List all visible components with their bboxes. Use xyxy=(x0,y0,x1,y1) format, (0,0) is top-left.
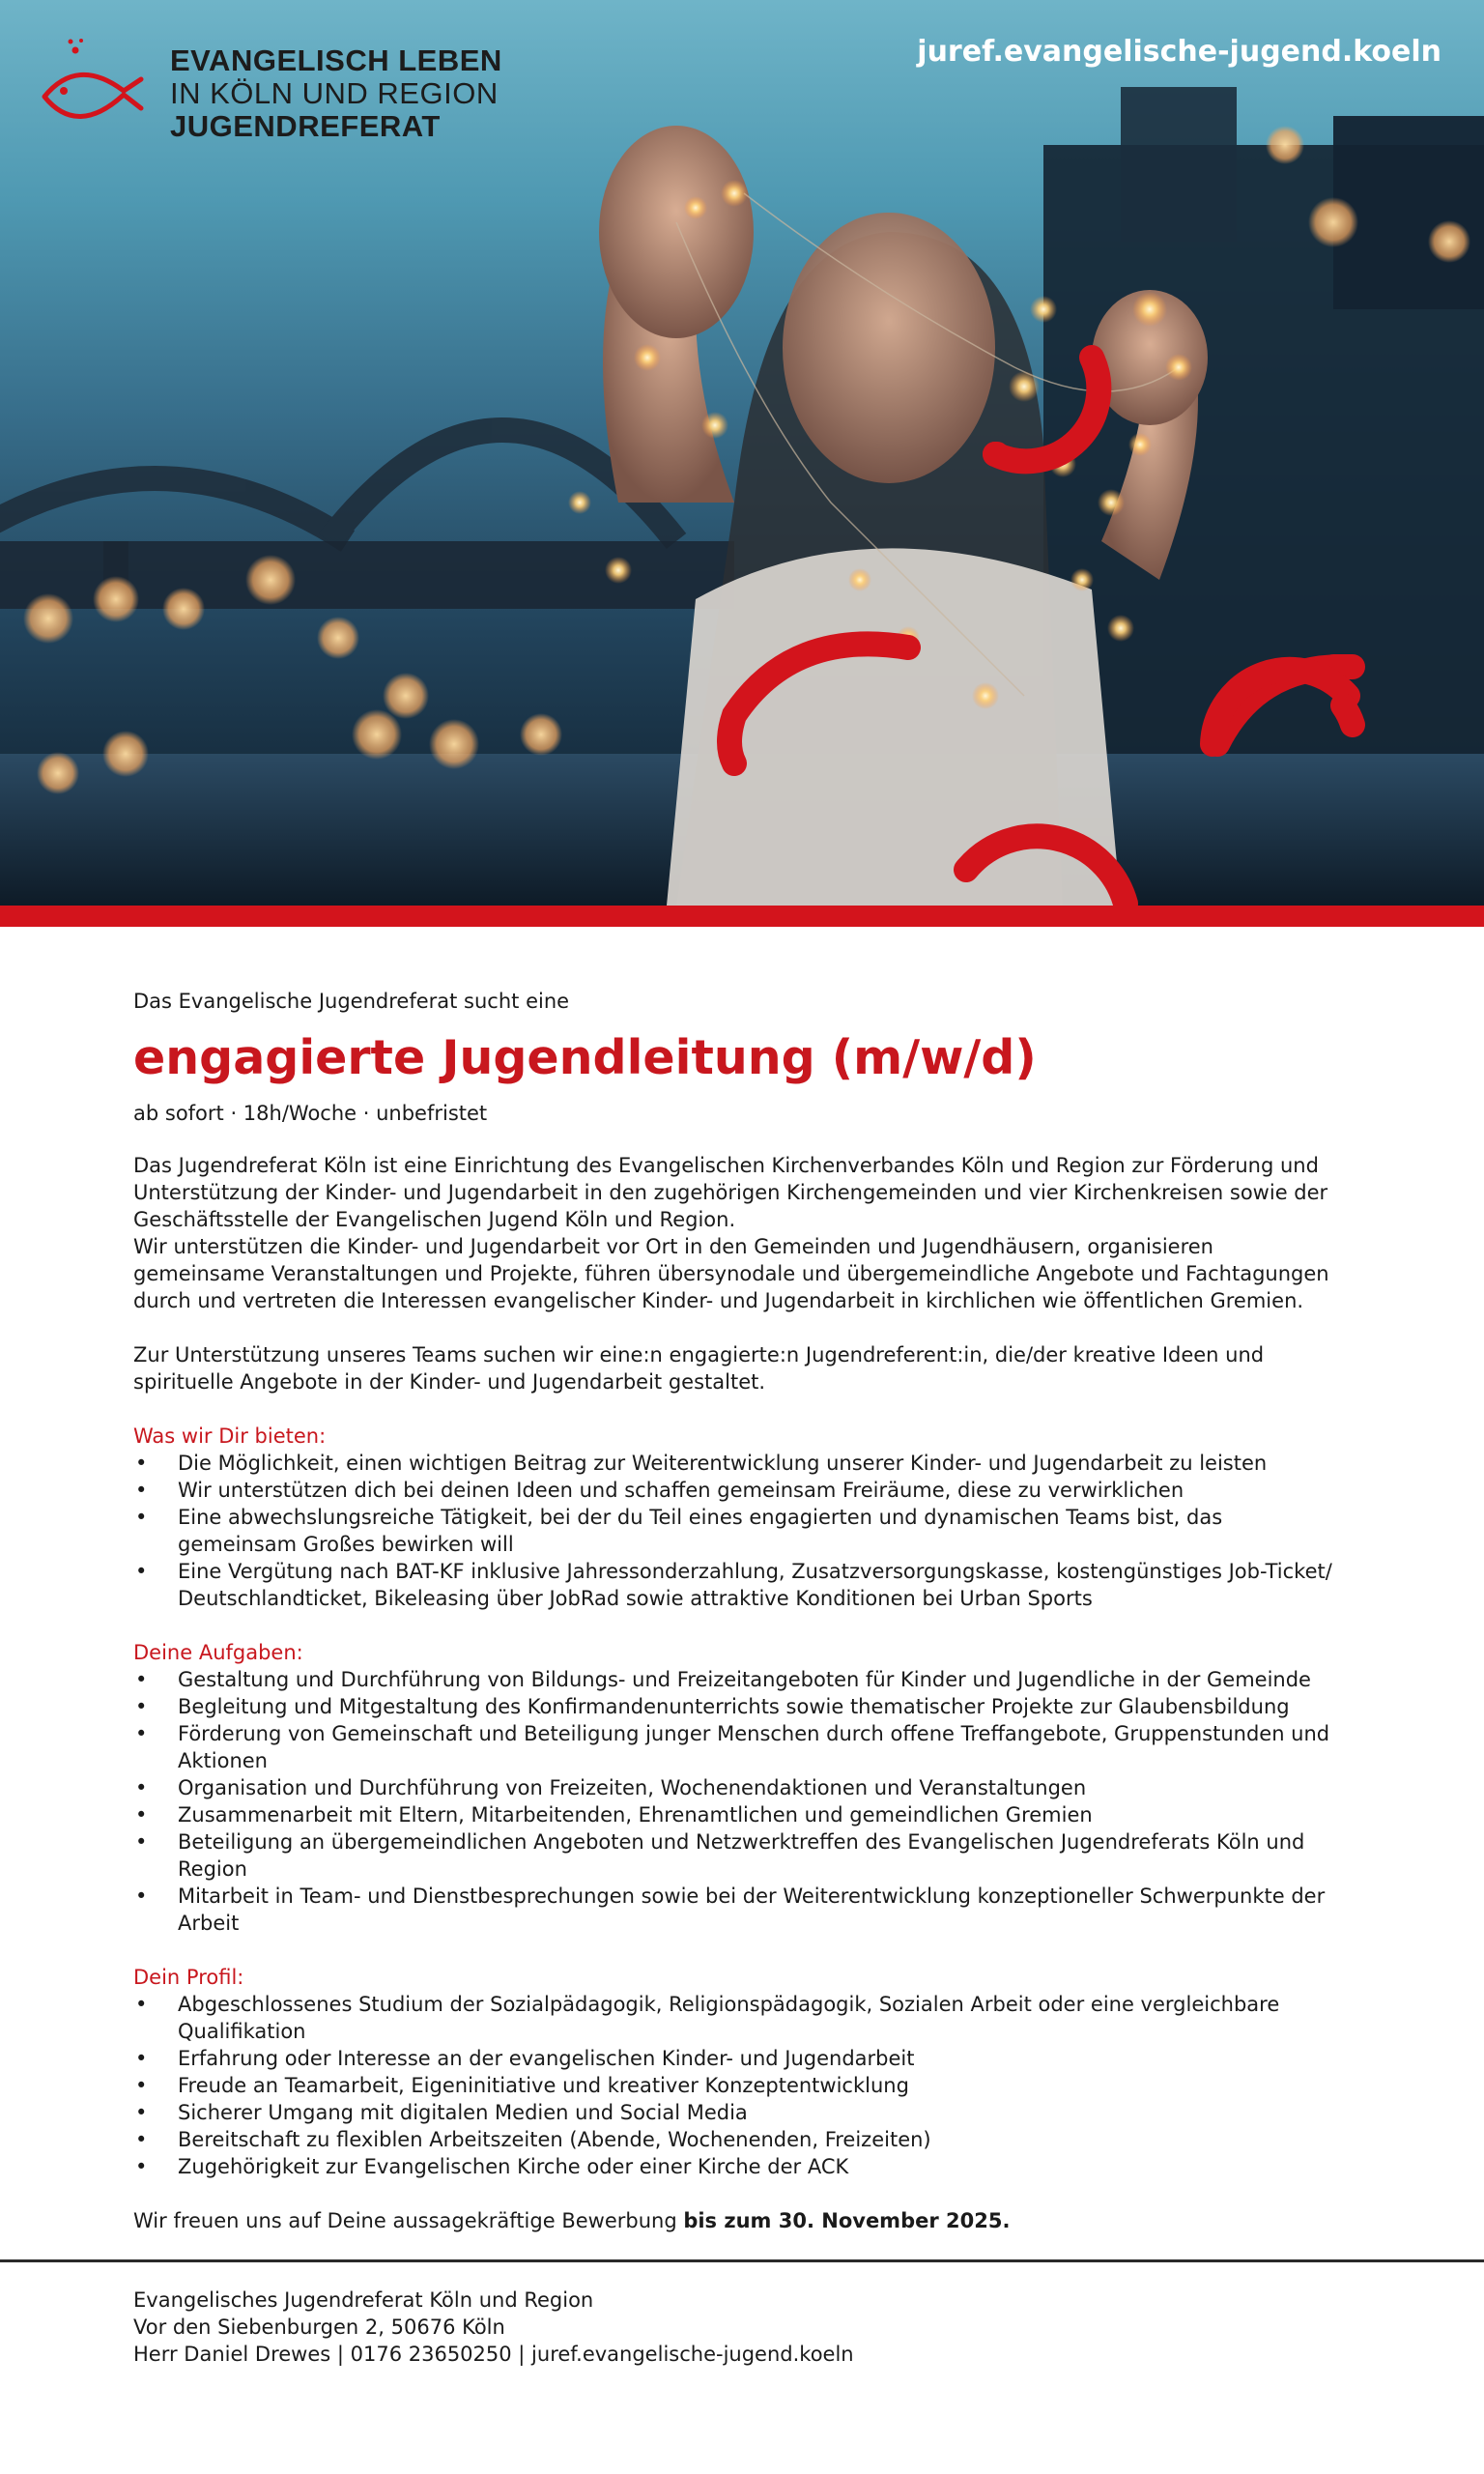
list-item: • Wir unterstützen dich bei deinen Ideen und schaffen gemeinsam Freiräume, diese zu verwirklichen xyxy=(133,1477,1333,1504)
list-item: • Erfahrung oder Interesse an der evangelischen Kinder- und Jugendarbeit xyxy=(133,2045,1333,2072)
list-item: • Mitarbeit in Team- und Dienstbesprechungen sowie bei der Weiterentwicklung konzeptioneller Schwerpunkte der Arbeit xyxy=(133,1883,1333,1937)
about-paragraph-1: Das Jugendreferat Köln ist eine Einrichtung des Evangelischen Kirchenverbandes Köln und Region zur Förderung und Unterstützung der Kinder- und Jugendarbeit in den zugehörigen Kirchengemeinden und vier Kirchenkreisen sowie der Geschäftsstelle der Evangelischen Jugend Köln und Region. xyxy=(133,1154,1328,1231)
section-offer xyxy=(133,1423,1333,1612)
contact-footer xyxy=(133,2287,854,2368)
list-item: • Förderung von Gemeinschaft und Beteiligung junger Menschen durch offene Treffangebote, Gruppenstunden und Aktionen xyxy=(133,1720,1333,1774)
footer-divider xyxy=(0,2259,1484,2262)
list-item: • Beteiligung an übergemeindlichen Angeboten und Netzwerktreffen des Evangelischen Jugendreferats Köln und Region xyxy=(133,1828,1333,1883)
list-item: • Begleitung und Mitgestaltung des Konfirmandenunterrichts sowie thematischer Projekte zur Glaubensbildung xyxy=(133,1693,1333,1720)
list-item: • Eine Vergütung nach BAT-KF inklusive Jahressonderzahlung, Zusatzversorgungskasse, kostengünstiges Job-Ticket/ Deutschlandticket, Bikeleasing über JobRad sowie attraktive Konditionen bei Urban Sports xyxy=(133,1558,1333,1612)
logo-line-3: JUGENDREFERAT xyxy=(170,109,441,143)
posting-content xyxy=(133,988,1333,2255)
hero-photo xyxy=(0,0,1484,906)
website-url[interactable]: juref.evangelische-jugend.koeln xyxy=(917,35,1441,69)
list-item: • Bereitschaft zu flexiblen Arbeitszeiten (Abende, Wochenenden, Freizeiten) xyxy=(133,2126,1333,2153)
logo xyxy=(39,37,502,153)
closing-text: Wir freuen uns auf Deine aussagekräftige Bewerbung xyxy=(133,2209,684,2232)
list-item: • Zusammenarbeit mit Eltern, Mitarbeitenden, Ehrenamtlichen und gemeindlichen Gremien xyxy=(133,1801,1333,1828)
list-item: • Gestaltung und Durchführung von Bildungs- und Freizeitangeboten für Kinder und Jugendliche in der Gemeinde xyxy=(133,1666,1333,1693)
red-accent-bar xyxy=(0,906,1484,927)
team-paragraph: Zur Unterstützung unseres Teams suchen wir eine:n engagierte:n Jugendreferent:in, die/der kreative Ideen und spirituelle Angebote in der Kinder- und Jugendarbeit gestaltet. xyxy=(133,1343,1265,1394)
job-meta: ab sofort · 18h/Woche · unbefristet xyxy=(133,1102,488,1125)
fish-icon xyxy=(39,37,155,126)
section-profile xyxy=(133,1964,1333,2180)
list-item: • Abgeschlossenes Studium der Sozialpädagogik, Religionspädagogik, Sozialen Arbeit oder eine vergleichbare Qualifikation xyxy=(133,1991,1333,2045)
list-item: • Organisation und Durchführung von Freizeiten, Wochenendaktionen und Veranstaltungen xyxy=(133,1774,1333,1801)
about-paragraph-2: Wir unterstützen die Kinder- und Jugendarbeit vor Ort in den Gemeinden und Jugendhäusern, organisieren gemeinsame Veranstaltungen und Projekte, führen übersynodale und übergemeindliche Angebote und Fachtagungen durch und vertreten die Interessen evangelischer Kinder- und Jugendarbeit in kirchlichen wie öffentlichen Gremien. xyxy=(133,1235,1329,1312)
section-title: Deine Aufgaben: xyxy=(133,1641,303,1664)
footer-address: Vor den Siebenburgen 2, 50676 Köln xyxy=(133,2316,505,2339)
list-item: • Freude an Teamarbeit, Eigeninitiative und kreativer Konzeptentwicklung xyxy=(133,2072,1333,2099)
logo-line-2: IN KÖLN UND REGION xyxy=(170,76,499,110)
job-title: engagierte Jugendleitung (m/w/d) xyxy=(133,1030,1037,1085)
application-deadline: bis zum 30. November 2025. xyxy=(683,2209,1011,2232)
logo-text xyxy=(170,44,502,143)
list-item: • Eine abwechslungsreiche Tätigkeit, bei der du Teil eines engagierten und dynamischen Teams bist, das gemeinsam Großes bewirken will xyxy=(133,1504,1333,1558)
intro-line: Das Evangelische Jugendreferat sucht eine xyxy=(133,990,570,1013)
bullet-list xyxy=(133,1666,1333,1937)
footer-contact: Herr Daniel Drewes | 0176 23650250 | juref.evangelische-jugend.koeln xyxy=(133,2343,854,2366)
bullet-list xyxy=(133,1450,1333,1612)
list-item: • Zugehörigkeit zur Evangelischen Kirche oder einer Kirche der ACK xyxy=(133,2153,1333,2180)
section-title: Was wir Dir bieten: xyxy=(133,1424,327,1448)
team-block xyxy=(133,1341,1333,1395)
list-item: • Die Möglichkeit, einen wichtigen Beitrag zur Weiterentwicklung unserer Kinder- und Jugendarbeit zu leisten xyxy=(133,1450,1333,1477)
section-tasks xyxy=(133,1639,1333,1937)
footer-org: Evangelisches Jugendreferat Köln und Region xyxy=(133,2288,594,2312)
about-block xyxy=(133,1152,1333,1314)
section-title: Dein Profil: xyxy=(133,1966,244,1989)
list-item: • Sicherer Umgang mit digitalen Medien und Social Media xyxy=(133,2099,1333,2126)
closing-line xyxy=(133,2207,1333,2234)
logo-line-1: EVANGELISCH LEBEN xyxy=(170,43,502,77)
bullet-list xyxy=(133,1991,1333,2180)
